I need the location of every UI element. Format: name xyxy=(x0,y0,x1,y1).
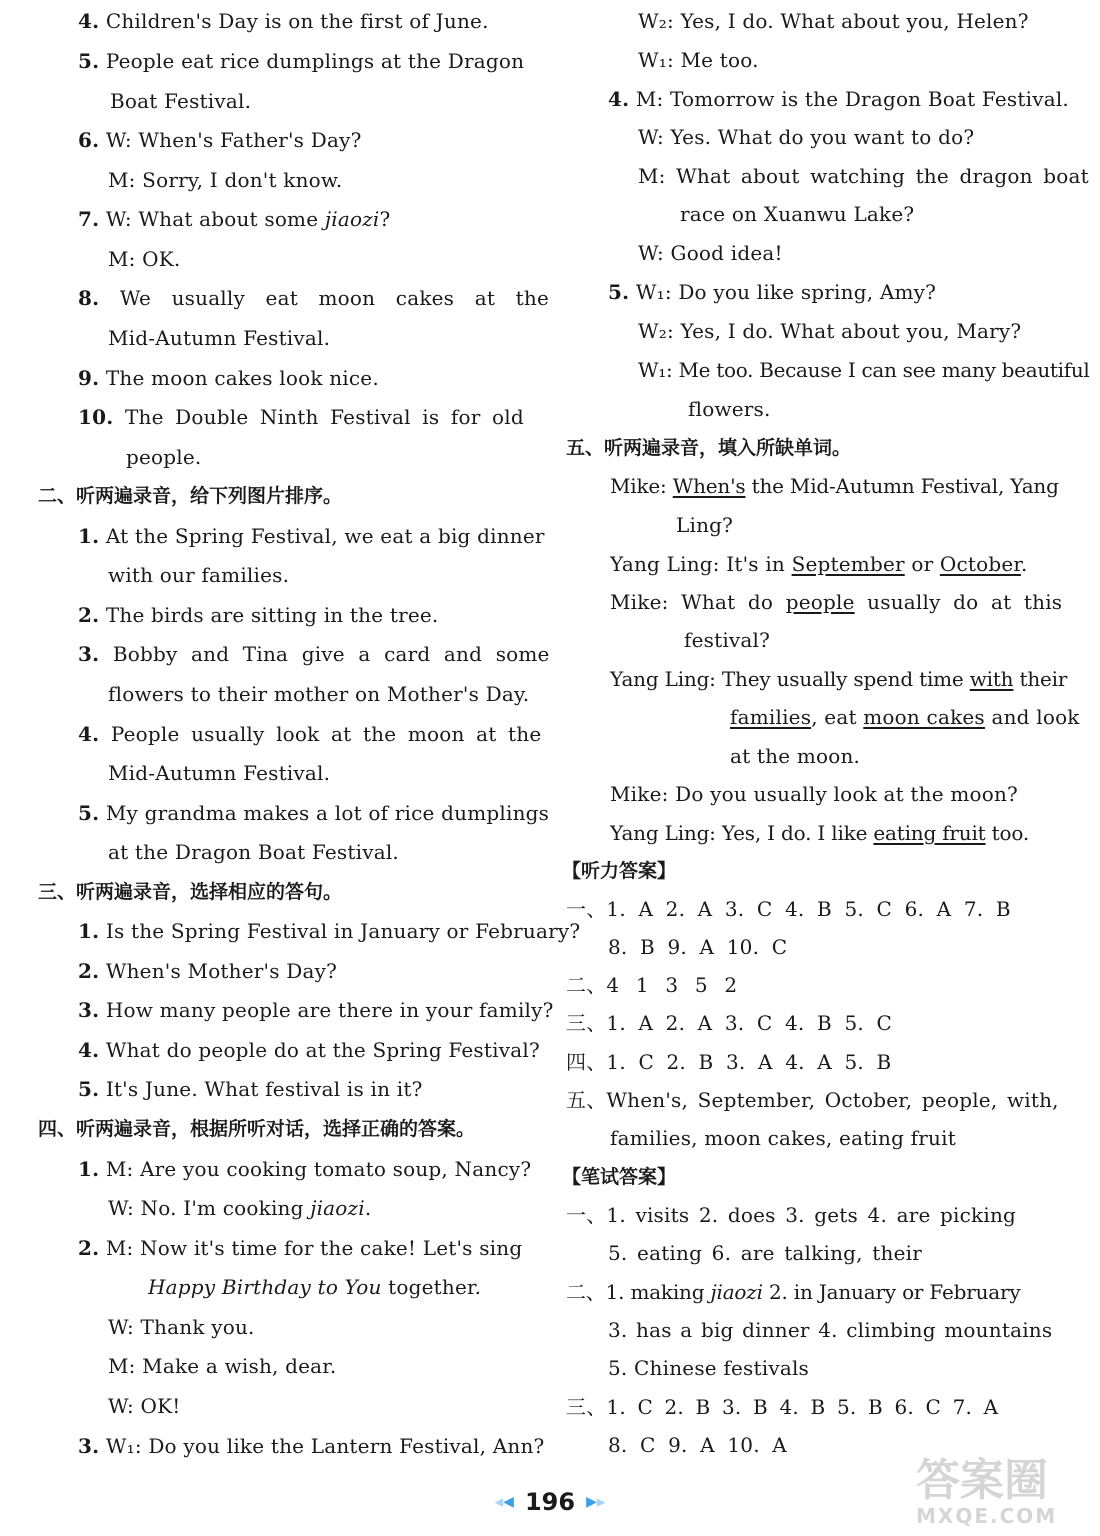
dialogue-line: Yang Ling: It's in September or October. xyxy=(610,552,1028,576)
line-item: 2. M: Now it's time for the cake! Let's sing xyxy=(78,1236,523,1260)
answer-line: 8. B 9. A 10. C xyxy=(608,935,788,959)
dialogue-line: Mike: What do people usually do at this xyxy=(610,590,1063,614)
answer-line: 3. has a big dinner 4. climbing mountains xyxy=(608,1318,1053,1342)
section-heading: 二、听两遍录音，给下列图片排序。 xyxy=(38,485,343,507)
line-item: 1. M: Are you cooking tomato soup, Nancy? xyxy=(78,1157,532,1181)
line-item: 2. The birds are sitting in the tree. xyxy=(78,603,439,627)
line-item: 4. What do people do at the Spring Festival? xyxy=(78,1038,540,1062)
dialogue-line: festival? xyxy=(684,628,771,652)
line-item: M: Make a wish, dear. xyxy=(108,1354,337,1378)
line-item: W: OK! xyxy=(108,1394,181,1418)
answer-line: 五、When's, September, October, people, with, xyxy=(566,1088,1059,1112)
answer-line: 二、1. making jiaozi 2. in January or February xyxy=(566,1280,1021,1304)
answer-line: 四、1. C 2. B 3. A 4. A 5. B xyxy=(566,1050,892,1074)
watermark-logo xyxy=(916,1455,1086,1530)
line-item: flowers to their mother on Mother's Day. xyxy=(108,682,530,706)
line-item: 1. Is the Spring Festival in January or February? xyxy=(78,919,581,943)
line-item: W: No. I'm cooking jiaozi. xyxy=(108,1196,372,1220)
triangle-right-icon: ▶ xyxy=(596,1495,606,1509)
dialogue-line: Ling? xyxy=(676,513,734,537)
line-item: 2. When's Mother's Day? xyxy=(78,959,338,983)
line-item: 5. People eat rice dumplings at the Dragon xyxy=(78,49,525,73)
triangle-left-icon: ◀ xyxy=(503,1494,514,1510)
answer-blank: When's xyxy=(672,474,746,498)
line-item: 4. M: Tomorrow is the Dragon Boat Festival. xyxy=(608,87,1069,111)
page-number: 196 xyxy=(524,1488,576,1516)
dialogue-line: families, eat moon cakes and look xyxy=(730,705,1080,729)
line-item: at the Dragon Boat Festival. xyxy=(108,840,399,864)
answer-section-title: 【听力答案】 xyxy=(562,860,677,882)
line-item: Boat Festival. xyxy=(110,89,252,113)
line-item: people. xyxy=(126,445,202,469)
answer-line: families, moon cakes, eating fruit xyxy=(610,1126,956,1150)
line-item: W₁: Me too. Because I can see many beautiful xyxy=(638,358,1090,382)
answer-line: 二、4 1 3 5 2 xyxy=(566,973,738,997)
answer-blank: eating fruit xyxy=(873,821,986,845)
answer-blank: September xyxy=(791,552,905,576)
answer-section-title: 【笔试答案】 xyxy=(562,1166,677,1188)
line-item: 9. The moon cakes look nice. xyxy=(78,366,379,390)
line-item: W₂: Yes, I do. What about you, Mary? xyxy=(638,319,1022,343)
line-item: 7. W: What about some jiaozi? xyxy=(78,207,391,231)
line-item: Happy Birthday to You together. xyxy=(148,1275,482,1299)
answer-line: 8. C 9. A 10. A xyxy=(608,1433,787,1457)
line-item: W₂: Yes, I do. What about you, Helen? xyxy=(638,9,1029,33)
line-item: W: Yes. What do you want to do? xyxy=(638,125,975,149)
answer-blank: October xyxy=(939,552,1021,576)
answer-line: 5. eating 6. are talking, their xyxy=(608,1241,922,1265)
line-item: 6. W: When's Father's Day? xyxy=(78,128,362,152)
triangle-left-icon: ◀ xyxy=(494,1495,504,1509)
line-item: W₁: Me too. xyxy=(638,48,759,72)
line-item: 10. The Double Ninth Festival is for old xyxy=(78,405,524,429)
line-item: 5. It's June. What festival is in it? xyxy=(78,1077,423,1101)
answer-line: 一、1. visits 2. does 3. gets 4. are picking xyxy=(566,1203,1017,1227)
line-item: W: Good idea! xyxy=(638,241,783,265)
line-item: 3. W₁: Do you like the Lantern Festival, Ann? xyxy=(78,1434,545,1458)
line-item: Mid-Autumn Festival. xyxy=(108,326,331,350)
line-item: 5. My grandma makes a lot of rice dumplings xyxy=(78,801,550,825)
line-item: M: What about watching the dragon boat xyxy=(638,164,1089,188)
line-item: 8. We usually eat moon cakes at the xyxy=(78,286,549,310)
answer-blank: with xyxy=(969,667,1014,691)
line-item: with our families. xyxy=(108,563,290,587)
dialogue-line: Mike: When's the Mid-Autumn Festival, Yang xyxy=(610,474,1059,498)
dialogue-line: Yang Ling: They usually spend time with their xyxy=(610,667,1068,691)
answer-line: 三、1. C 2. B 3. B 4. B 5. B 6. C 7. A xyxy=(566,1395,999,1419)
line-item: M: OK. xyxy=(108,247,181,271)
line-item: 1. At the Spring Festival, we eat a big dinner xyxy=(78,524,545,548)
answer-line: 三、1. A 2. A 3. C 4. B 5. C xyxy=(566,1011,893,1035)
answer-blank: families xyxy=(730,705,812,729)
answer-blank: people xyxy=(785,590,855,614)
watermark-text: 答案圈 xyxy=(916,1455,1048,1506)
dialogue-line: at the moon. xyxy=(730,744,861,768)
answer-line: 一、1. A 2. A 3. C 4. B 5. C 6. A 7. B xyxy=(566,897,1011,921)
answer-line: 5. Chinese festivals xyxy=(608,1356,810,1380)
section-heading: 五、听两遍录音，填入所缺单词。 xyxy=(566,437,852,459)
line-item: M: Sorry, I don't know. xyxy=(108,168,343,192)
line-item: flowers. xyxy=(688,397,771,421)
line-item: Mid-Autumn Festival. xyxy=(108,761,331,785)
line-item: 3. Bobby and Tina give a card and some xyxy=(78,642,550,666)
watermark-url: MXQE.COM xyxy=(916,1504,1058,1528)
dialogue-line: Yang Ling: Yes, I do. I like eating fruit too. xyxy=(610,821,1029,845)
line-item: 4. People usually look at the moon at the xyxy=(78,722,542,746)
line-item: race on Xuanwu Lake? xyxy=(680,202,915,226)
section-heading: 三、听两遍录音，选择相应的答句。 xyxy=(38,881,343,903)
dialogue-line: Mike: Do you usually look at the moon? xyxy=(610,782,1018,806)
line-item: 3. How many people are there in your family? xyxy=(78,998,554,1022)
answer-blank: moon cakes xyxy=(863,705,985,729)
triangle-right-icon: ▶ xyxy=(586,1494,597,1510)
line-item: W: Thank you. xyxy=(108,1315,255,1339)
line-item: 4. Children's Day is on the first of June. xyxy=(78,9,489,33)
section-heading: 四、听两遍录音，根据所听对话，选择正确的答案。 xyxy=(38,1118,476,1140)
line-item: 5. W₁: Do you like spring, Amy? xyxy=(608,280,937,304)
